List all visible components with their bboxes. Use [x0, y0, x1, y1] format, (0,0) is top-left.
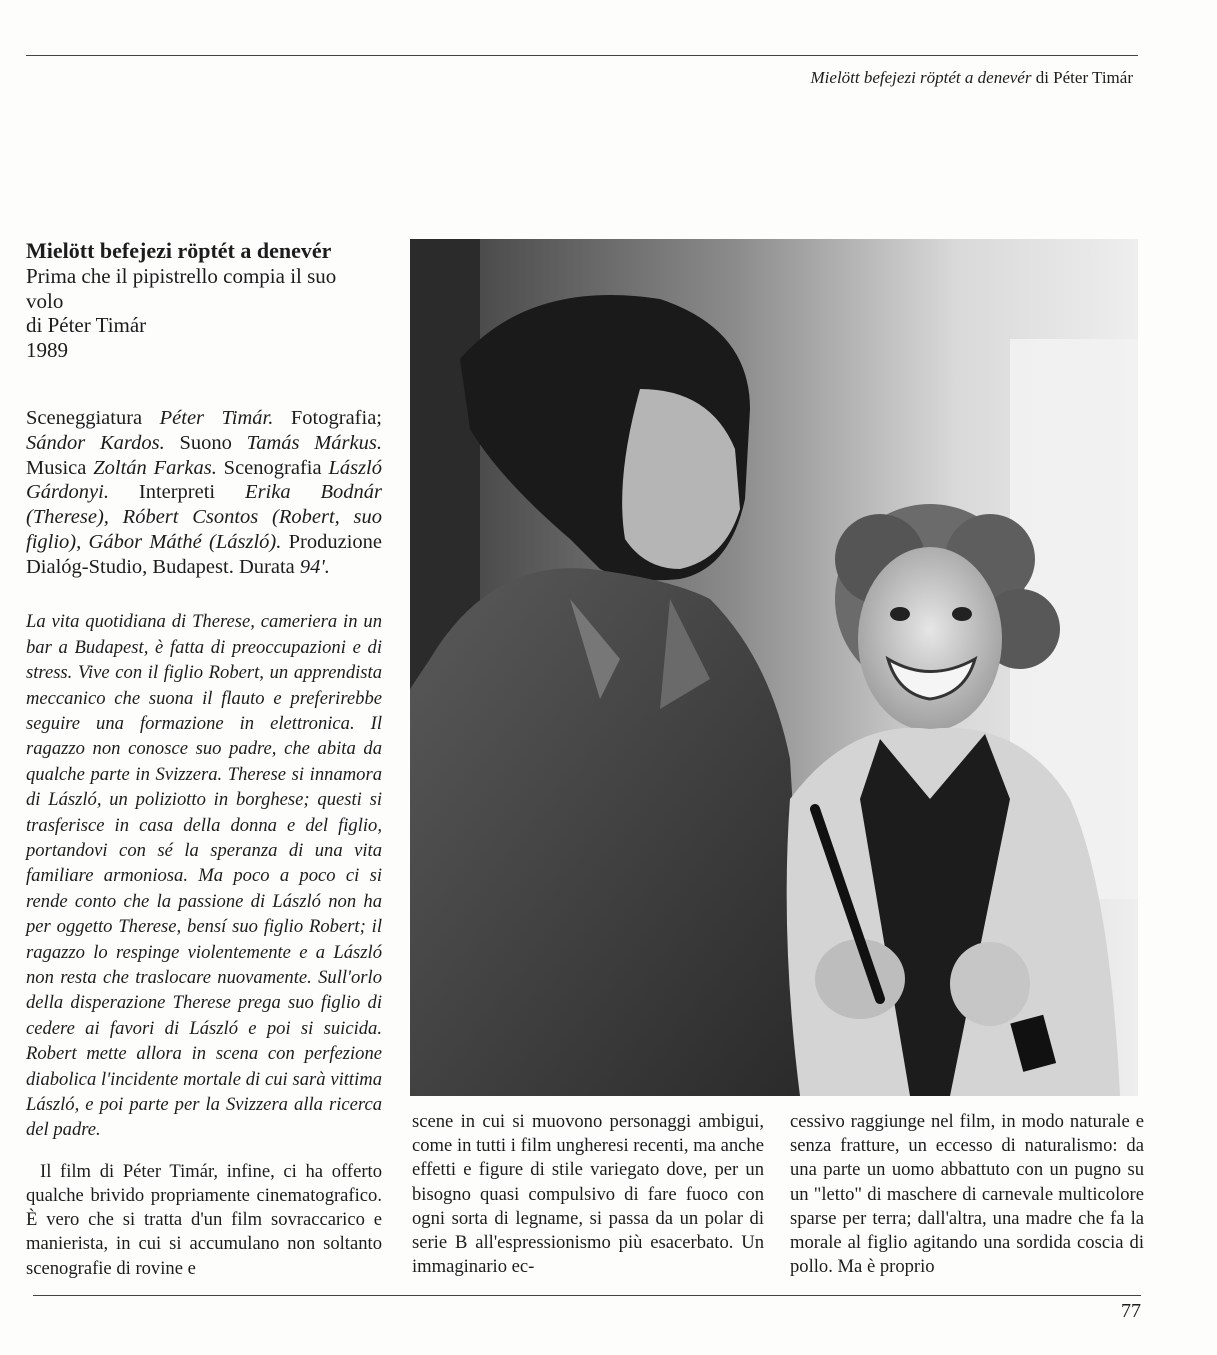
credit-role: Sceneggiatura	[26, 407, 160, 430]
credit-name: Erika Bodnár (Therese), Róbert Csontos (Robert, suo figlio), Gábor Máthé (László).	[26, 481, 383, 553]
credits-paragraph	[26, 406, 382, 579]
credit-name: Zoltán Farkas.	[93, 456, 217, 479]
credit-role: Fotografia;	[273, 407, 382, 430]
body-column-middle: scene in cui si muovono personaggi ambigui, come in tutti i film ungheresi recenti, ma anche effetti e figure di stile variegato dove, per un bisogno quasi compulsivo di fare fuoco con ogni sorta di legname, si passa da un polar di serie B all'espressionismo più esacerbato. Un immaginario ec-	[412, 1111, 764, 1278]
credit-role: Produzione Dialóg-Studio, Budapest. Durata	[26, 530, 383, 578]
film-italian-title-line2: volo	[26, 288, 64, 313]
credit-name: Sándor Kardos.	[26, 432, 165, 455]
film-director: di Péter Timár	[26, 313, 147, 338]
running-head	[811, 68, 1133, 88]
film-title: Mielött befejezi röptét a denevér	[26, 238, 332, 263]
credit-role: Suono	[164, 432, 247, 455]
header-rule	[26, 55, 1138, 56]
page-number: 77	[1121, 1300, 1141, 1322]
credit-role: Musica	[26, 456, 94, 479]
credit-name: Tamás Márkus.	[246, 432, 382, 455]
credit-role: Scenografia	[216, 456, 329, 479]
body-column-right: cessivo raggiunge nel film, in modo naturale e senza fratture, un eccesso di naturalismo: da una parte un uomo abbattuto con un pugno su un "letto" di maschere di carnevale multicolore sparse per terra; dall'altra, una madre che fa la morale al figlio agitando una sordida coscia di pollo. Ma è proprio	[790, 1111, 1144, 1278]
credit-name: László Gárdonyi.	[26, 456, 382, 504]
credit-name: 94'.	[299, 555, 330, 578]
film-year: 1989	[26, 337, 68, 362]
film-still-photo	[410, 239, 1138, 1096]
running-head-author: di Péter Timár	[1035, 68, 1133, 87]
credit-name: Péter Timár.	[159, 407, 274, 430]
body-paragraph-start: Il film di Péter Timár, infine, ci ha offerto qualche brivido propriamente cinematografico. È vero che si tratta d'un film sovraccarico e manierista, in cui si accumulano non soltanto scenografie di rovine e	[26, 1160, 382, 1279]
running-head-title: Mielött befejezi röptét a denevér	[810, 68, 1032, 87]
film-italian-title-line1: Prima che il pipistrello compia il suo	[26, 264, 337, 288]
footer-rule	[33, 1295, 1141, 1296]
credit-role: Interpreti	[108, 481, 246, 504]
left-column	[26, 238, 382, 1281]
synopsis-paragraph: La vita quotidiana di Therese, cameriera in un bar a Budapest, è fatta di preoccupazioni e di stress. Vive con il figlio Robert, un apprendista meccanico che suona il flauto e preferirebbe seguire una formazione in elettronica. Il ragazzo non conosce suo padre, che abita da qualche parte in Svizzera. Therese si innamora di László, un poliziotto in borghese; questi si trasferisce in casa della donna e del figlio, portandovi con sé la speranza di una vita familiare armoniosa. Ma poco a poco ci si rende conto che la passione di László non ha per oggetto Therese, bensí suo figlio Robert; il ragazzo lo respinge violentemente e a László non resta che traslocare nuovamente. Sull'orlo della disperazione Therese prega suo figlio di cedere ai favori di László e poi si suicida. Robert mette allora in scena con perfezione diabolica l'incidente mortale di cui sarà vittima László, e poi parte per la Svizzera alla ricerca del padre.	[26, 611, 382, 1141]
film-italian-title	[26, 264, 382, 313]
film-still-illustration	[410, 239, 1138, 1096]
